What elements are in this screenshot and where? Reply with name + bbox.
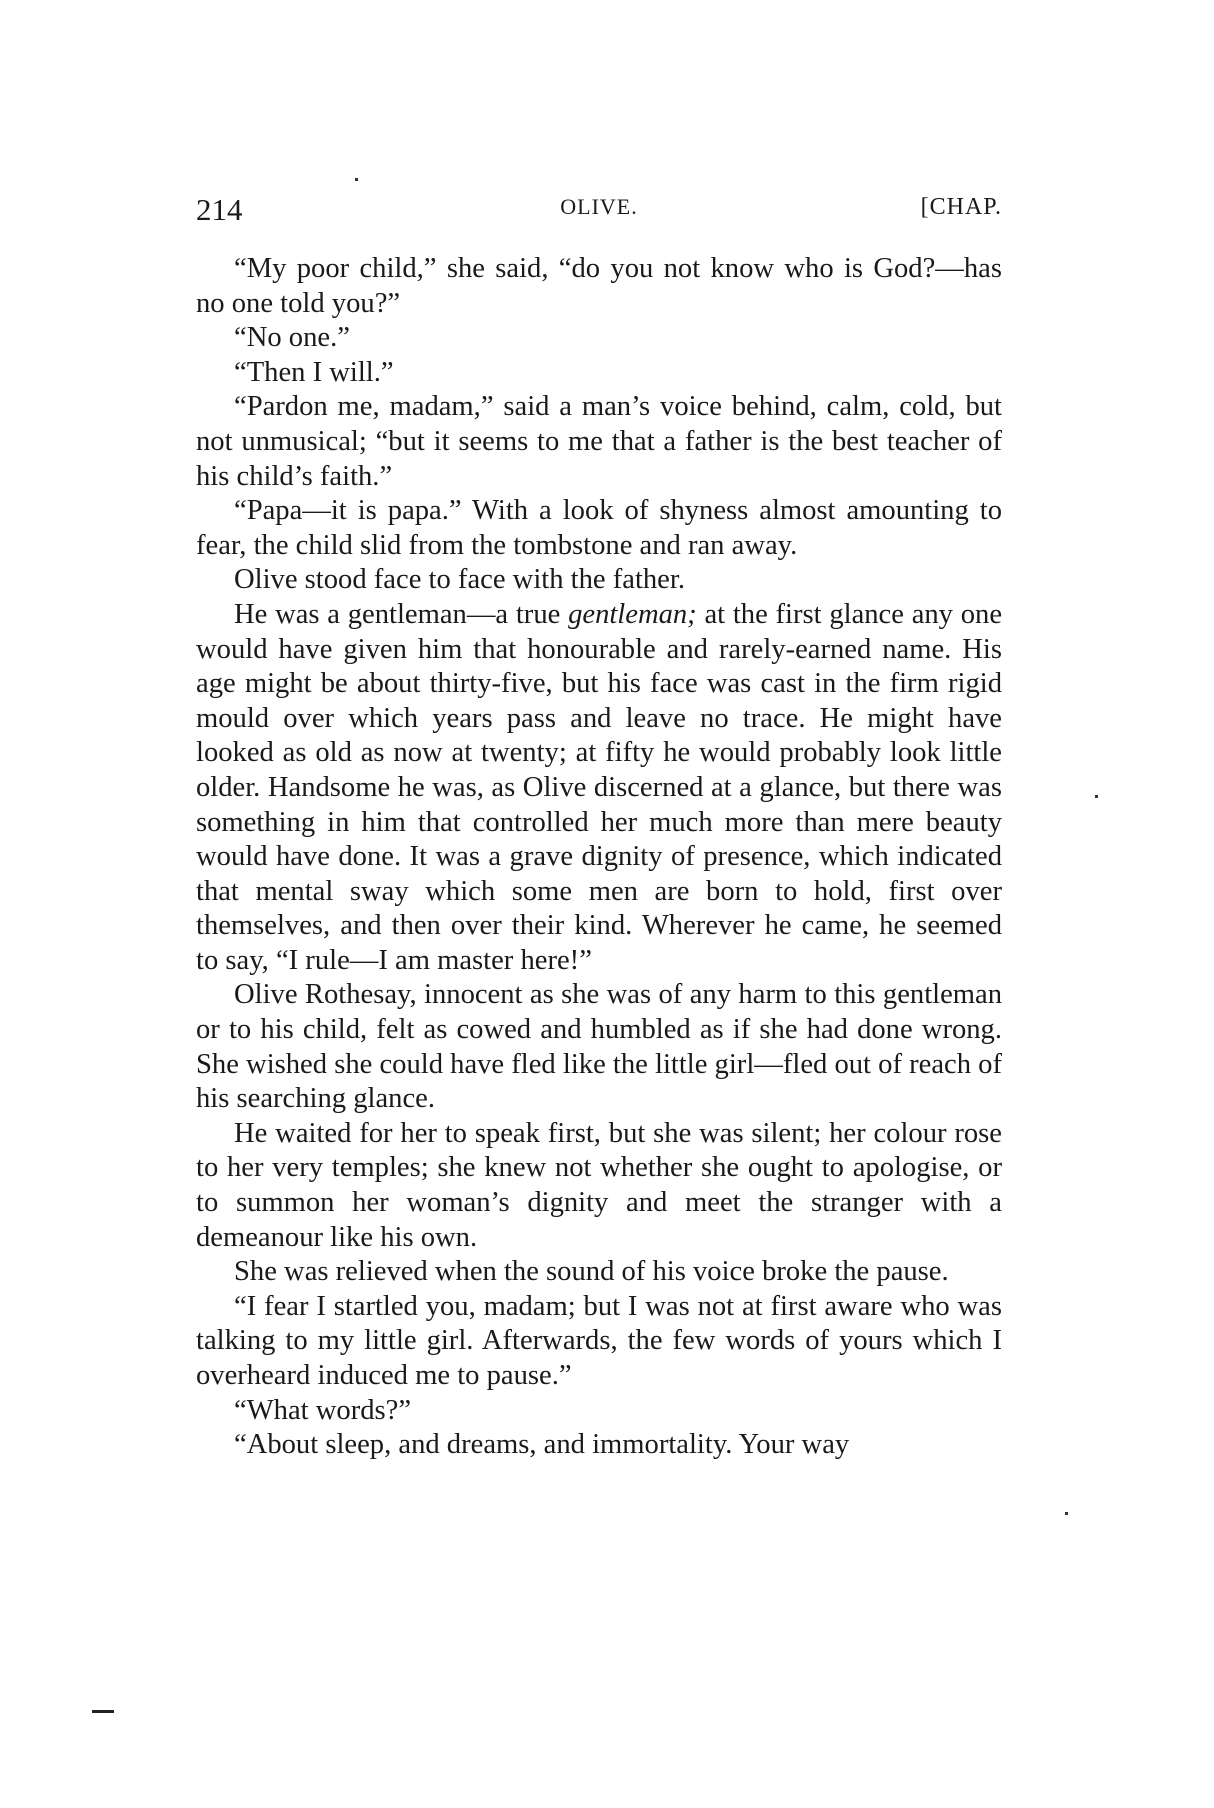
scan-speck [1065, 1512, 1068, 1515]
page-number: 214 [196, 192, 243, 227]
paragraph: Olive stood face to face with the father. [234, 564, 685, 596]
paragraph: “What words?” [234, 1394, 412, 1426]
paragraph: “I fear I startled you, madam; but I was not at first aware who was talking to my little girl. Afterwards, the few words of yours which I overheard induced me to pause.” [196, 1290, 1002, 1391]
book-title: OLIVE. [560, 194, 638, 219]
paragraph: “No one.” [234, 322, 350, 354]
paragraph-text: He was a gentleman—a true [234, 598, 569, 630]
scan-speck [1095, 795, 1098, 798]
paragraph-text: at the first glance any one would have given him that honourable and rarely-earned name. His age might be about thirty-five, but his face was cast in the firm rigid mould over which years pass and leave no trace. He might have looked as old as now at twenty; at fifty he would probably look little older. Handsome he was, as Olive discerned at a glance, but there was something in him that controlled her much more than mere beauty would have done. It was a grave dignity of presence, which indicated that mental sway which some men are born to hold, first over themselves, and then over their kind. Wherever he came, he seemed to say, “I rule—I am master here!” [196, 598, 1003, 976]
paragraph: “Pardon me, madam,” said a man’s voice behind, calm, cold, but not unmusical; “but it seems to me that a father is the best teacher of his child’s faith.” [196, 391, 1002, 492]
paragraph: “Then I will.” [234, 356, 394, 388]
emphasized-word: gentleman; [568, 598, 697, 630]
paragraph: Olive Rothesay, innocent as she was of any harm to this gentleman or to his child, felt as cowed and humbled as if she had done wrong. She wished she could have fled like the little girl—fled out of reach of his searching glance. [196, 979, 1002, 1115]
paragraph: “My poor child,” she said, “do you not know who is God?—has no one told you?” [196, 253, 1002, 319]
paragraph: “Papa—it is papa.” With a look of shyness almost amounting to fear, the child slid from the tombstone and ran away. [196, 495, 1002, 561]
scan-speck [355, 178, 358, 181]
paragraph: She was relieved when the sound of his voice broke the pause. [234, 1256, 949, 1288]
paragraph [196, 598, 1002, 979]
running-head [196, 192, 1002, 232]
chapter-label: [CHAP. [920, 194, 1002, 220]
margin-dash-mark [92, 1710, 114, 1713]
paragraph: He waited for her to speak first, but she was silent; her colour rose to her very temples; she knew not whether she ought to apologise, or to summon her woman’s dignity and meet the stranger with a demeanour like his own. [196, 1117, 1002, 1253]
paragraph: “About sleep, and dreams, and immortality. Your way [234, 1429, 850, 1461]
body-text [196, 252, 1002, 1463]
